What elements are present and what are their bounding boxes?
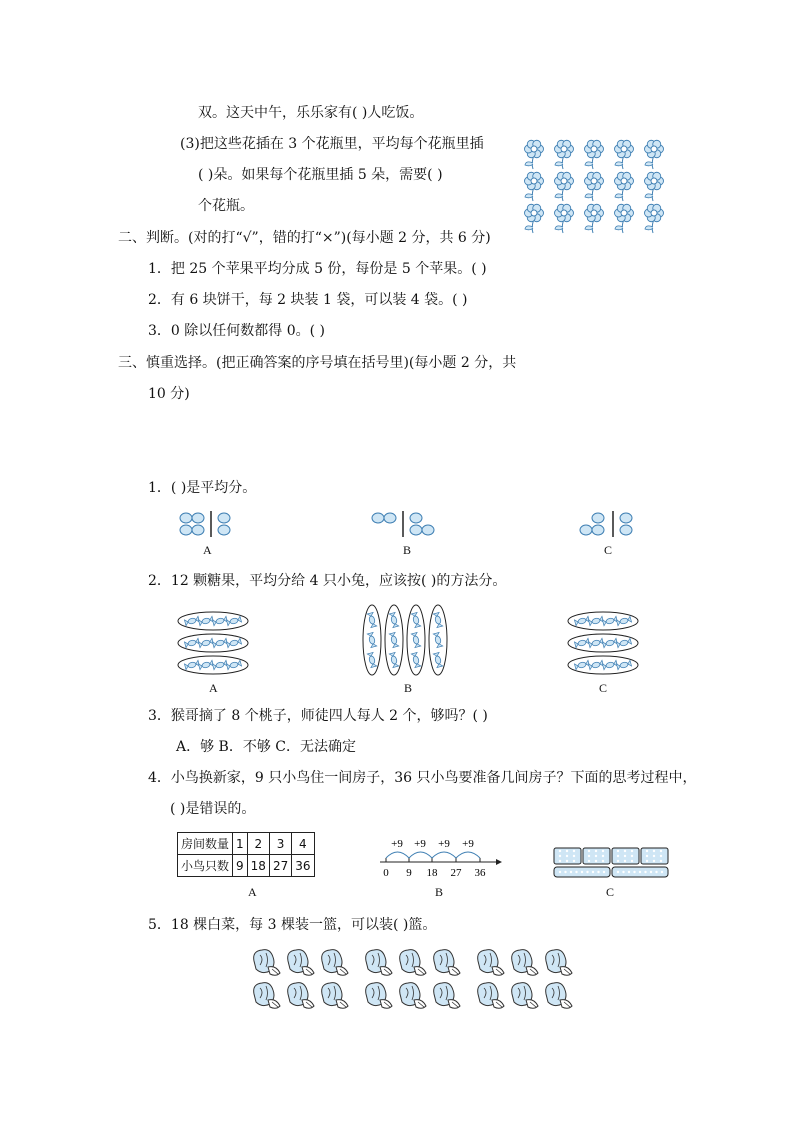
bird-dot xyxy=(592,871,594,873)
axis-arrow xyxy=(496,859,502,865)
q1-option-c-illustration xyxy=(578,510,640,540)
cabbage-grid-illustration xyxy=(250,946,582,1012)
bird-dot xyxy=(660,850,662,852)
ball xyxy=(372,513,384,523)
ball xyxy=(218,513,230,523)
bird-dot xyxy=(595,850,597,852)
tick-label: 36 xyxy=(474,867,486,879)
bird-dot xyxy=(575,871,577,873)
cabbage-icon xyxy=(288,983,314,1009)
bird-dot xyxy=(595,855,597,857)
table-cell: 小鸟只数 xyxy=(178,855,233,877)
tick-label: 27 xyxy=(450,867,462,879)
bird-dot xyxy=(624,855,626,857)
bird-dot xyxy=(559,850,561,852)
bird-dot xyxy=(602,850,604,852)
bird-dot xyxy=(660,855,662,857)
q2-option-b-illustration xyxy=(362,604,454,676)
cabbage-icon xyxy=(322,983,348,1009)
flower-icon xyxy=(645,172,664,201)
flower-icon xyxy=(555,172,574,201)
q3-line1: (3)把这些花插在 3 个花瓶里，平均每个花瓶里插 xyxy=(180,136,484,152)
bird-dot xyxy=(588,855,590,857)
section-2-title: 二、判断。(对的打“√”，错的打“×”)(每小题 2 分，共 6 分) xyxy=(118,230,491,246)
bird-dot xyxy=(655,871,657,873)
bird-dot xyxy=(653,855,655,857)
jump-arc xyxy=(386,852,409,858)
option-label-c: C xyxy=(606,885,615,899)
bird-dot xyxy=(617,850,619,852)
bird-house-boxes-illustration xyxy=(552,846,670,882)
cabbage-icon xyxy=(400,950,426,976)
judge-item-1: 1．把 25 个苹果平均分成 5 份，每份是 5 个苹果。( ) xyxy=(148,261,487,277)
choice-q5: 5．18 棵白菜，每 3 棵装一篮，可以装( )篮。 xyxy=(148,917,437,933)
cabbage-icon xyxy=(288,950,314,976)
table-cell: 1 xyxy=(233,833,248,855)
option-label-b: B xyxy=(403,543,412,557)
ball xyxy=(192,525,204,535)
bird-dot xyxy=(573,855,575,857)
bird-dot xyxy=(617,855,619,857)
option-label-b: B xyxy=(435,885,444,899)
ball xyxy=(180,525,192,535)
choice-q2: 2．12 颗糖果，平均分给 4 只小兔，应该按( )的方法分。 xyxy=(148,573,507,589)
bird-dot xyxy=(646,855,648,857)
cabbage-icon xyxy=(512,950,538,976)
option-label-a: A xyxy=(248,885,257,899)
section-3-title-cont: 10 分) xyxy=(148,386,190,402)
choice-q1: 1．( )是平均分。 xyxy=(148,480,257,496)
jump-arc xyxy=(409,852,432,858)
table-cell: 4 xyxy=(292,833,314,855)
bird-dot xyxy=(644,871,646,873)
table-cell: 房间数量 xyxy=(178,833,233,855)
flower-icon xyxy=(555,204,574,233)
jump-label: +9 xyxy=(438,838,450,850)
option-label-b: B xyxy=(404,681,413,695)
table-cell: 36 xyxy=(292,855,314,877)
q2-option-a-illustration xyxy=(176,612,252,676)
q3-line3: 个花瓶。 xyxy=(198,198,254,214)
bird-dot xyxy=(564,871,566,873)
cabbage-icon xyxy=(434,983,460,1009)
bird-dot xyxy=(646,860,648,862)
section-3-title: 三、慎重选择。(把正确答案的序号填在括号里)(每小题 2 分，共 xyxy=(118,355,517,371)
bird-dot xyxy=(559,855,561,857)
cabbage-icon xyxy=(322,950,348,976)
q2-option-c-illustration xyxy=(566,612,642,676)
option-label-a: A xyxy=(209,681,218,695)
flower-icon xyxy=(645,204,664,233)
bird-dot xyxy=(622,871,624,873)
cabbage-icon xyxy=(400,983,426,1009)
bird-dot xyxy=(631,855,633,857)
ball xyxy=(620,525,632,535)
bird-dot xyxy=(624,860,626,862)
flower-icon xyxy=(585,204,604,233)
bird-dot xyxy=(653,850,655,852)
bird-dot xyxy=(624,850,626,852)
jump-arc xyxy=(456,852,480,858)
bird-dot xyxy=(639,871,641,873)
tick-label: 0 xyxy=(383,867,389,879)
bird-dot xyxy=(559,871,561,873)
q1-option-a-illustration xyxy=(178,510,238,540)
bird-dot xyxy=(660,860,662,862)
ball xyxy=(620,513,632,523)
q1-option-b-illustration xyxy=(370,510,446,540)
bird-dot xyxy=(602,860,604,862)
bird-dot xyxy=(631,860,633,862)
ball xyxy=(592,525,604,535)
jump-label: +9 xyxy=(414,838,426,850)
flower-icon xyxy=(525,172,544,201)
table-cell: 18 xyxy=(247,855,269,877)
bird-dot xyxy=(566,855,568,857)
ball xyxy=(192,513,204,523)
table-row xyxy=(178,855,315,877)
judge-item-2: 2．有 6 块饼干，每 2 块装 1 袋，可以装 4 袋。( ) xyxy=(148,292,468,308)
table-row xyxy=(178,833,315,855)
jump-arc xyxy=(432,852,456,858)
flower-icon xyxy=(525,204,544,233)
bird-dot xyxy=(573,850,575,852)
bird-dot xyxy=(566,850,568,852)
ball xyxy=(180,513,192,523)
ball xyxy=(410,525,422,535)
flower-icon xyxy=(615,140,634,169)
ball xyxy=(592,513,604,523)
jump-label: +9 xyxy=(462,838,474,850)
judge-item-3: 3．0 除以任何数都得 0。( ) xyxy=(148,323,325,339)
bird-dot xyxy=(602,855,604,857)
bird-dot xyxy=(573,860,575,862)
bird-dot xyxy=(566,860,568,862)
cabbage-icon xyxy=(546,950,572,976)
option-label-c: C xyxy=(599,681,608,695)
tick-label: 18 xyxy=(426,867,438,879)
bird-dot xyxy=(597,871,599,873)
bird-dot xyxy=(646,850,648,852)
table-cell: 2 xyxy=(247,833,269,855)
cabbage-icon xyxy=(478,983,504,1009)
ball xyxy=(580,525,592,535)
table-cell: 27 xyxy=(269,855,291,877)
ball xyxy=(384,513,396,523)
cabbage-icon xyxy=(254,950,280,976)
flower-icon xyxy=(645,140,664,169)
flower-icon xyxy=(585,140,604,169)
bird-dot xyxy=(595,860,597,862)
cabbage-icon xyxy=(512,983,538,1009)
bird-dot xyxy=(603,871,605,873)
bird-dot xyxy=(617,871,619,873)
prev-line: 双。这天中午，乐乐家有( )人吃饭。 xyxy=(198,105,424,121)
bird-dot xyxy=(653,860,655,862)
option-label-c: C xyxy=(604,543,613,557)
cabbage-icon xyxy=(546,983,572,1009)
bird-dot xyxy=(586,871,588,873)
flower-icon xyxy=(585,172,604,201)
room-bird-table xyxy=(177,832,315,877)
table-cell: 3 xyxy=(269,833,291,855)
tick-label: 9 xyxy=(406,867,412,879)
ball xyxy=(218,525,230,535)
bird-dot xyxy=(631,850,633,852)
flower-icon xyxy=(615,204,634,233)
flower-icon xyxy=(525,140,544,169)
bird-dot xyxy=(661,871,663,873)
number-line-illustration xyxy=(378,836,508,882)
option-label-a: A xyxy=(203,543,212,557)
flower-icon xyxy=(555,140,574,169)
jump-label: +9 xyxy=(391,838,403,850)
flower-icon xyxy=(615,172,634,201)
flower-grid-illustration xyxy=(518,136,668,236)
choice-q4-cont: ( )是错误的。 xyxy=(170,801,256,817)
cabbage-icon xyxy=(366,983,392,1009)
bird-dot xyxy=(570,871,572,873)
bird-dot xyxy=(559,860,561,862)
bird-dot xyxy=(628,871,630,873)
cabbage-icon xyxy=(254,983,280,1009)
bird-dot xyxy=(617,860,619,862)
ball xyxy=(422,525,434,535)
bird-dot xyxy=(588,860,590,862)
choice-q3: 3．猴哥摘了 8 个桃子，师徒四人每人 2 个，够吗？( ) xyxy=(148,708,488,724)
table-cell: 9 xyxy=(233,855,248,877)
choice-q4: 4．小鸟换新家，9 只小鸟住一间房子，36 只小鸟要准备几间房子？下面的思考过程中， xyxy=(148,770,697,786)
bird-dot xyxy=(633,871,635,873)
choice-q3-options: A．够 B．不够 C．无法确定 xyxy=(176,739,357,755)
bird-dot xyxy=(581,871,583,873)
cabbage-icon xyxy=(434,950,460,976)
cabbage-icon xyxy=(478,950,504,976)
bird-dot xyxy=(650,871,652,873)
bird-dot xyxy=(588,850,590,852)
q3-line2: ( )朵。如果每个花瓶里插 5 朵，需要( ) xyxy=(198,167,443,183)
cabbage-icon xyxy=(366,950,392,976)
ball xyxy=(410,513,422,523)
